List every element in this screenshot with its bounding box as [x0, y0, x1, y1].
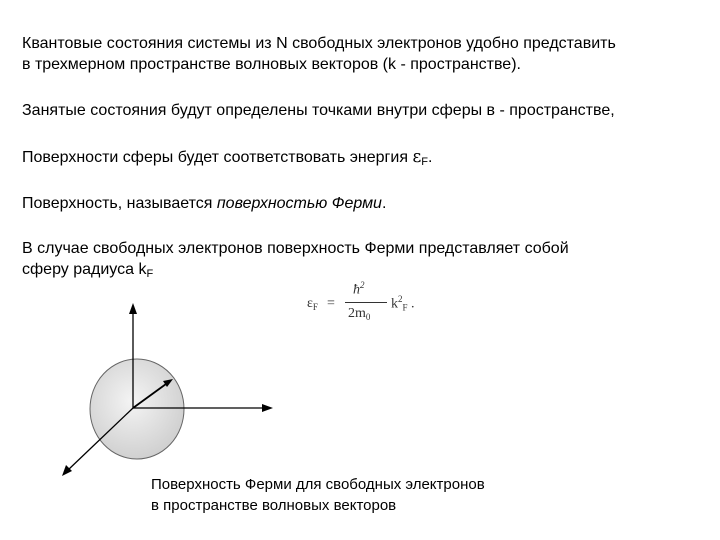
fermi-energy-text: Поверхности сферы будет соответствовать энергия: [22, 149, 413, 166]
formula-lhs: $\varepsilon_F$: [307, 296, 318, 312]
caption-line-2: в пространстве волновых векторов: [151, 497, 397, 514]
formula-denominator: $2m_0$: [348, 306, 371, 322]
ky-arrowhead: [262, 404, 273, 412]
paragraph-occupied-states: Занятые состояния будут определены точками внутри сферы в - пространстве,: [22, 102, 615, 119]
fermi-sphere: [90, 359, 184, 459]
kf-subscript: F: [146, 268, 154, 280]
caption-line-1: Поверхность Ферми для свободных электронов: [151, 476, 485, 493]
formula-equals: =: [327, 296, 335, 311]
figure-caption: [151, 474, 485, 516]
intro-line-1: Квантовые состояния системы из N свободных электронов удобно представить: [22, 35, 616, 52]
fermi-surface-text: Поверхность, называется: [22, 195, 217, 212]
epsilon-subscript: F: [421, 156, 428, 168]
kz-arrowhead: [129, 303, 137, 314]
fermi-surface-period: .: [381, 195, 387, 212]
formula-rhs: $k^2_F$ .: [391, 294, 415, 313]
fermi-energy-period: .: [427, 149, 433, 166]
epsilon-symbol: ε: [412, 147, 422, 167]
intro-line-2: в трехмерном пространстве волновых векторов (k - пространстве).: [22, 56, 521, 73]
kx-arrowhead: [62, 465, 72, 476]
formula-numerator: $ħ^2$: [353, 280, 365, 298]
free-electrons-line-1: В случае свободных электронов поверхность Ферми представляет собой: [22, 240, 569, 257]
fermi-surface-term: поверхностью Ферми: [216, 195, 382, 212]
free-electrons-line-2: сферу радиуса k: [22, 261, 147, 278]
